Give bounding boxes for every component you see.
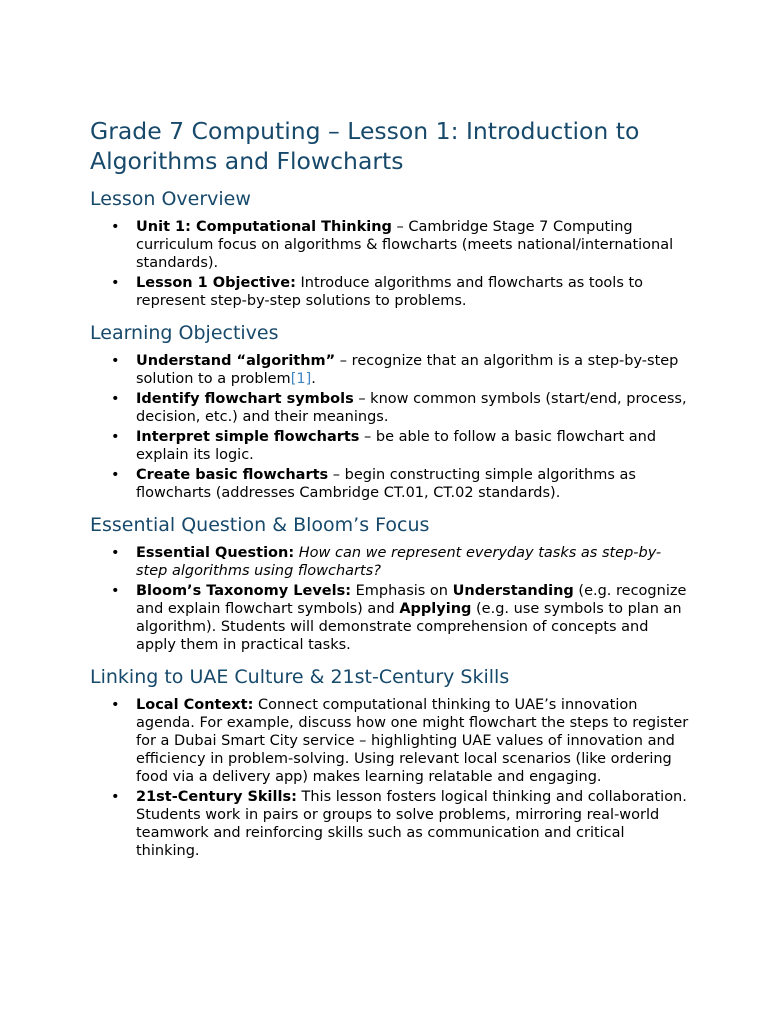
document-content bbox=[90, 116, 690, 870]
section-heading-learning-objectives: Learning Objectives bbox=[90, 322, 279, 344]
bullet-icon: • bbox=[111, 545, 120, 561]
section-heading-uae-culture: Linking to UAE Culture & 21st-Century Skills bbox=[90, 666, 510, 688]
list-item: • 21st-Century Skills: This lesson fosters logical thinking and collaboration. Students work in pairs or groups to solve problems, mirroring real-world teamwork and reinforcing skills such as communication and critical thinking. bbox=[111, 789, 687, 859]
list-item: • Interpret simple flowcharts – be able to follow a basic flowchart and explain its logic. bbox=[111, 429, 657, 463]
section-heading-lesson-overview: Lesson Overview bbox=[90, 188, 251, 210]
document-title: Grade 7 Computing – Lesson 1: Introduction to Algorithms and Flowcharts bbox=[90, 117, 640, 175]
list-item: • Identify flowchart symbols – know common symbols (start/end, process, decision, etc.) and their meanings. bbox=[111, 391, 687, 425]
list-item: • Understand “algorithm” – recognize that an algorithm is a step-by-step solution to a problem[1]. bbox=[111, 353, 679, 387]
list-item: • Unit 1: Computational Thinking – Cambridge Stage 7 Computing curriculum focus on algorithms & flowcharts (meets national/international standards). bbox=[111, 219, 674, 271]
bullet-icon: • bbox=[111, 697, 120, 713]
bullet-icon: • bbox=[111, 467, 120, 483]
bullet-icon: • bbox=[111, 391, 120, 407]
uae-culture-list bbox=[90, 696, 690, 860]
lesson-overview-list bbox=[90, 218, 690, 310]
list-item: • Lesson 1 Objective: Introduce algorithms and flowcharts as tools to represent step-by-step solutions to problems. bbox=[111, 275, 644, 309]
bullet-icon: • bbox=[111, 583, 120, 599]
learning-objectives-list bbox=[90, 352, 690, 502]
list-item: • Bloom’s Taxonomy Levels: Emphasis on Understanding (e.g. recognize and explain flowchart symbols) and Applying (e.g. use symbols to plan an algorithm). Students will demonstrate comprehension of concepts and apply them in practical tasks. bbox=[111, 583, 687, 653]
section-heading-essential-question: Essential Question & Bloom’s Focus bbox=[90, 514, 430, 536]
list-item: • Local Context: Connect computational thinking to UAE’s innovation agenda. For example, discuss how one might flowchart the steps to register for a Dubai Smart City service – highlighting UAE values of innovation and efficiency in problem-solving. Using relevant local scenarios (like ordering food via a delivery app) makes learning relatable and engaging. bbox=[111, 697, 689, 785]
bullet-icon: • bbox=[111, 789, 120, 805]
bullet-icon: • bbox=[111, 429, 120, 445]
citation-link[interactable]: [1] bbox=[290, 371, 312, 387]
list-item: • Essential Question: How can we represent everyday tasks as step-by-step algorithms using flowcharts? bbox=[111, 545, 662, 579]
essential-question-list bbox=[90, 544, 690, 654]
list-item: • Create basic flowcharts – begin constructing simple algorithms as flowcharts (addresses Cambridge CT.01, CT.02 standards). bbox=[111, 467, 636, 501]
bullet-icon: • bbox=[111, 353, 120, 369]
bullet-icon: • bbox=[111, 275, 120, 291]
bullet-icon: • bbox=[111, 219, 120, 235]
